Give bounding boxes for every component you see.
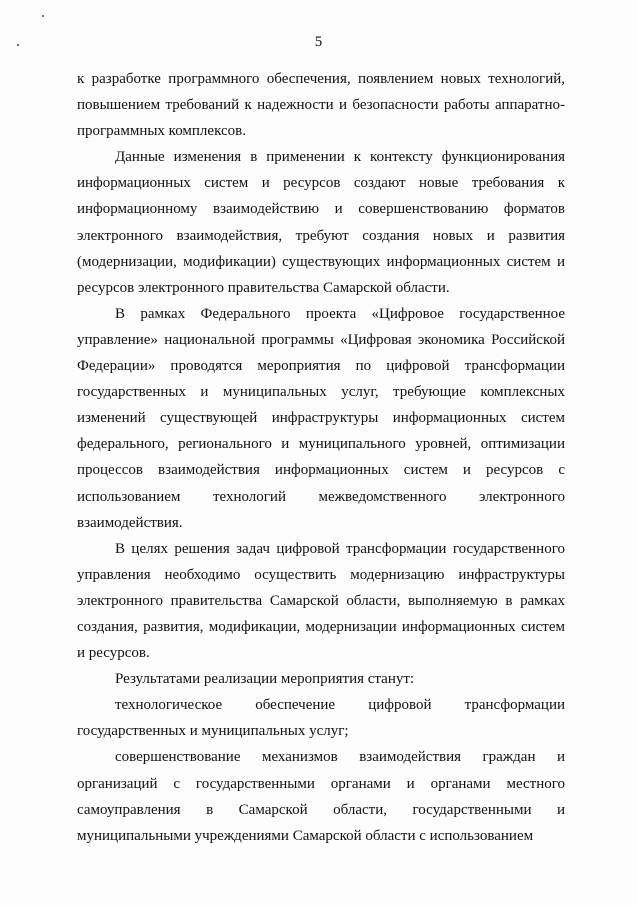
paragraph-continuation: к разработке программного обеспечения, появлением новых технологий, повышением требований к надежности и безопасности работы аппаратно-программных комплексов.: [77, 71, 565, 140]
page-number: 5: [314, 34, 323, 50]
paragraph-result-item-1: технологическое обеспечение цифровой трансформации государственных и муниципальных услуг;: [77, 697, 565, 740]
paragraph-goals: В целях решения задач цифровой трансформации государственного управления необходимо осуществить модернизацию инфраструктуры электронного правительства Самарской области, выполняемую в рамках создания, развития, модификации, модернизации информационных систем и ресурсов.: [77, 540, 565, 662]
document-body: [77, 66, 565, 849]
paragraph-result-item-2: совершенствование механизмов взаимодействия граждан и организаций с государственными органами и органами местного самоуправления в Самарской области, государственными и муниципальными учреждениями Самарской области с использованием: [77, 749, 565, 844]
scan-speck: [42, 15, 44, 17]
paragraph-federal-project: В рамках Федерального проекта «Цифровое государственное управление» национальной программы «Цифровая экономика Российской Федерации» проводятся мероприятия по цифровой трансформации государственных и муниципальных услуг, требующие комплексных изменений существующей инфраструктуры информационных систем федерального, регионального и муниципального уровней, оптимизации процессов взаимодействия информационных систем и ресурсов с использованием технологий межведомственного электронного взаимодействия.: [77, 305, 565, 531]
paragraph-changes: Данные изменения в применении к контексту функционирования информационных систем и ресурсов создают новые требования к информационному взаимодействию и совершенствованию форматов электронного взаимодействия, требуют создания новых и развития (модернизации, модификации) существующих информационных систем и ресурсов электронного правительства Самарской области.: [77, 149, 565, 296]
paragraph-results-intro: Результатами реализации мероприятия станут:: [115, 671, 415, 688]
